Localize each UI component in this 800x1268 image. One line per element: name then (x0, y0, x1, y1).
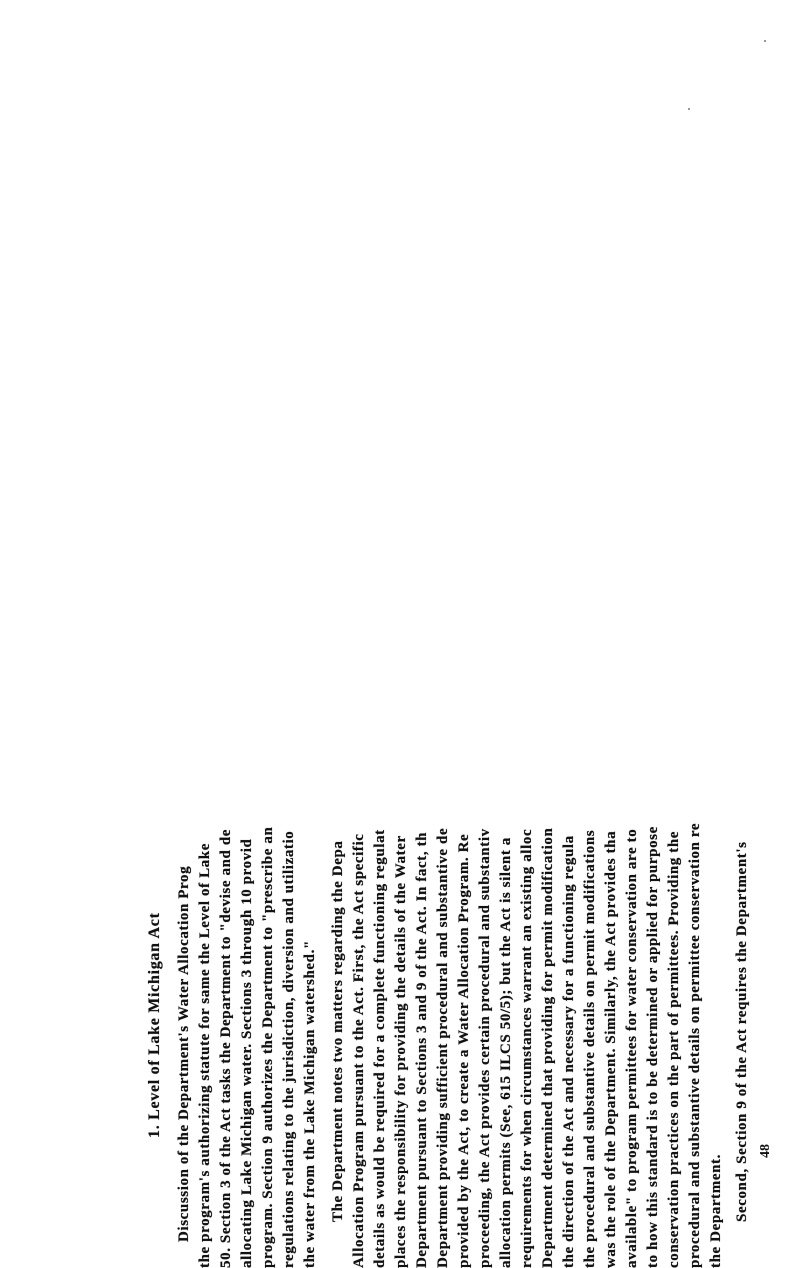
text-line: 50. Section 3 of the Act tasks the Department to "devise and de (218, 828, 234, 1268)
text-line: allocating Lake Michigan water. Sections 3 through 10 provid (239, 838, 255, 1268)
text-line: provided by the Act, to create a Water Allocation Program. Re (456, 833, 472, 1268)
text-line: proceeding, the Act provides certain procedural and substantiv (477, 828, 493, 1268)
text-line: the program's authorizing statute for same the Level of Lake (197, 843, 213, 1268)
text-line: available" to program permittees for water conservation are to (624, 828, 640, 1268)
page-number: 48 (758, 1144, 773, 1158)
text-line: to how this standard is to be determined or applied for purpose (645, 826, 661, 1268)
text-line: Department pursuant to Sections 3 and 9 of the Act. In fact, th (414, 831, 430, 1268)
text-line: was the role of the Department. Similarly, the Act provides tha (603, 830, 619, 1268)
section-heading: 1. Level of Lake Michigan Act (146, 912, 163, 1138)
text-line: conservation practices on the part of permittees. Providing the (666, 830, 682, 1268)
text-line: Department providing sufficient procedural and substantive de (435, 827, 451, 1268)
text-line: procedural and substantive details on permittee conservation re (687, 822, 703, 1268)
rotated-text-block (146, 648, 773, 1268)
text-line: requirements for when circumstances warrant an existing alloc (519, 828, 535, 1268)
text-line: the direction of the Act and necessary for a functioning regula (561, 835, 577, 1268)
text-line: regulations relating to the jurisdiction, diversion and utilizatio (281, 830, 297, 1268)
text-line: allocation permits (See, 615 ILCS 50/5); but the Act is silent a (498, 837, 514, 1268)
text-line: the Department. (708, 1154, 724, 1268)
text-line: Discussion of the Department's Water Allocation Prog (176, 865, 192, 1242)
text-line: Department determined that providing for permit modification (540, 827, 556, 1268)
text-line: the procedural and substantive details on permit modifications (582, 829, 598, 1268)
text-line: the water from the Lake Michigan watershed." (302, 940, 318, 1268)
text-line: program. Section 9 authorizes the Department to "prescribe an (260, 826, 276, 1268)
text-line: places the responsibility for providing the details of the Water (393, 835, 409, 1268)
text-line: details as would be required for a complete functioning regulat (372, 829, 388, 1268)
text-line: The Department notes two matters regarding the Depa (330, 840, 346, 1222)
text-line: Second, Section 9 of the Act requires the Department's (734, 841, 750, 1222)
scan-speck (764, 40, 766, 42)
scan-speck (688, 108, 690, 110)
text-line: Allocation Program pursuant to the Act. First, the Act specific (351, 833, 367, 1268)
